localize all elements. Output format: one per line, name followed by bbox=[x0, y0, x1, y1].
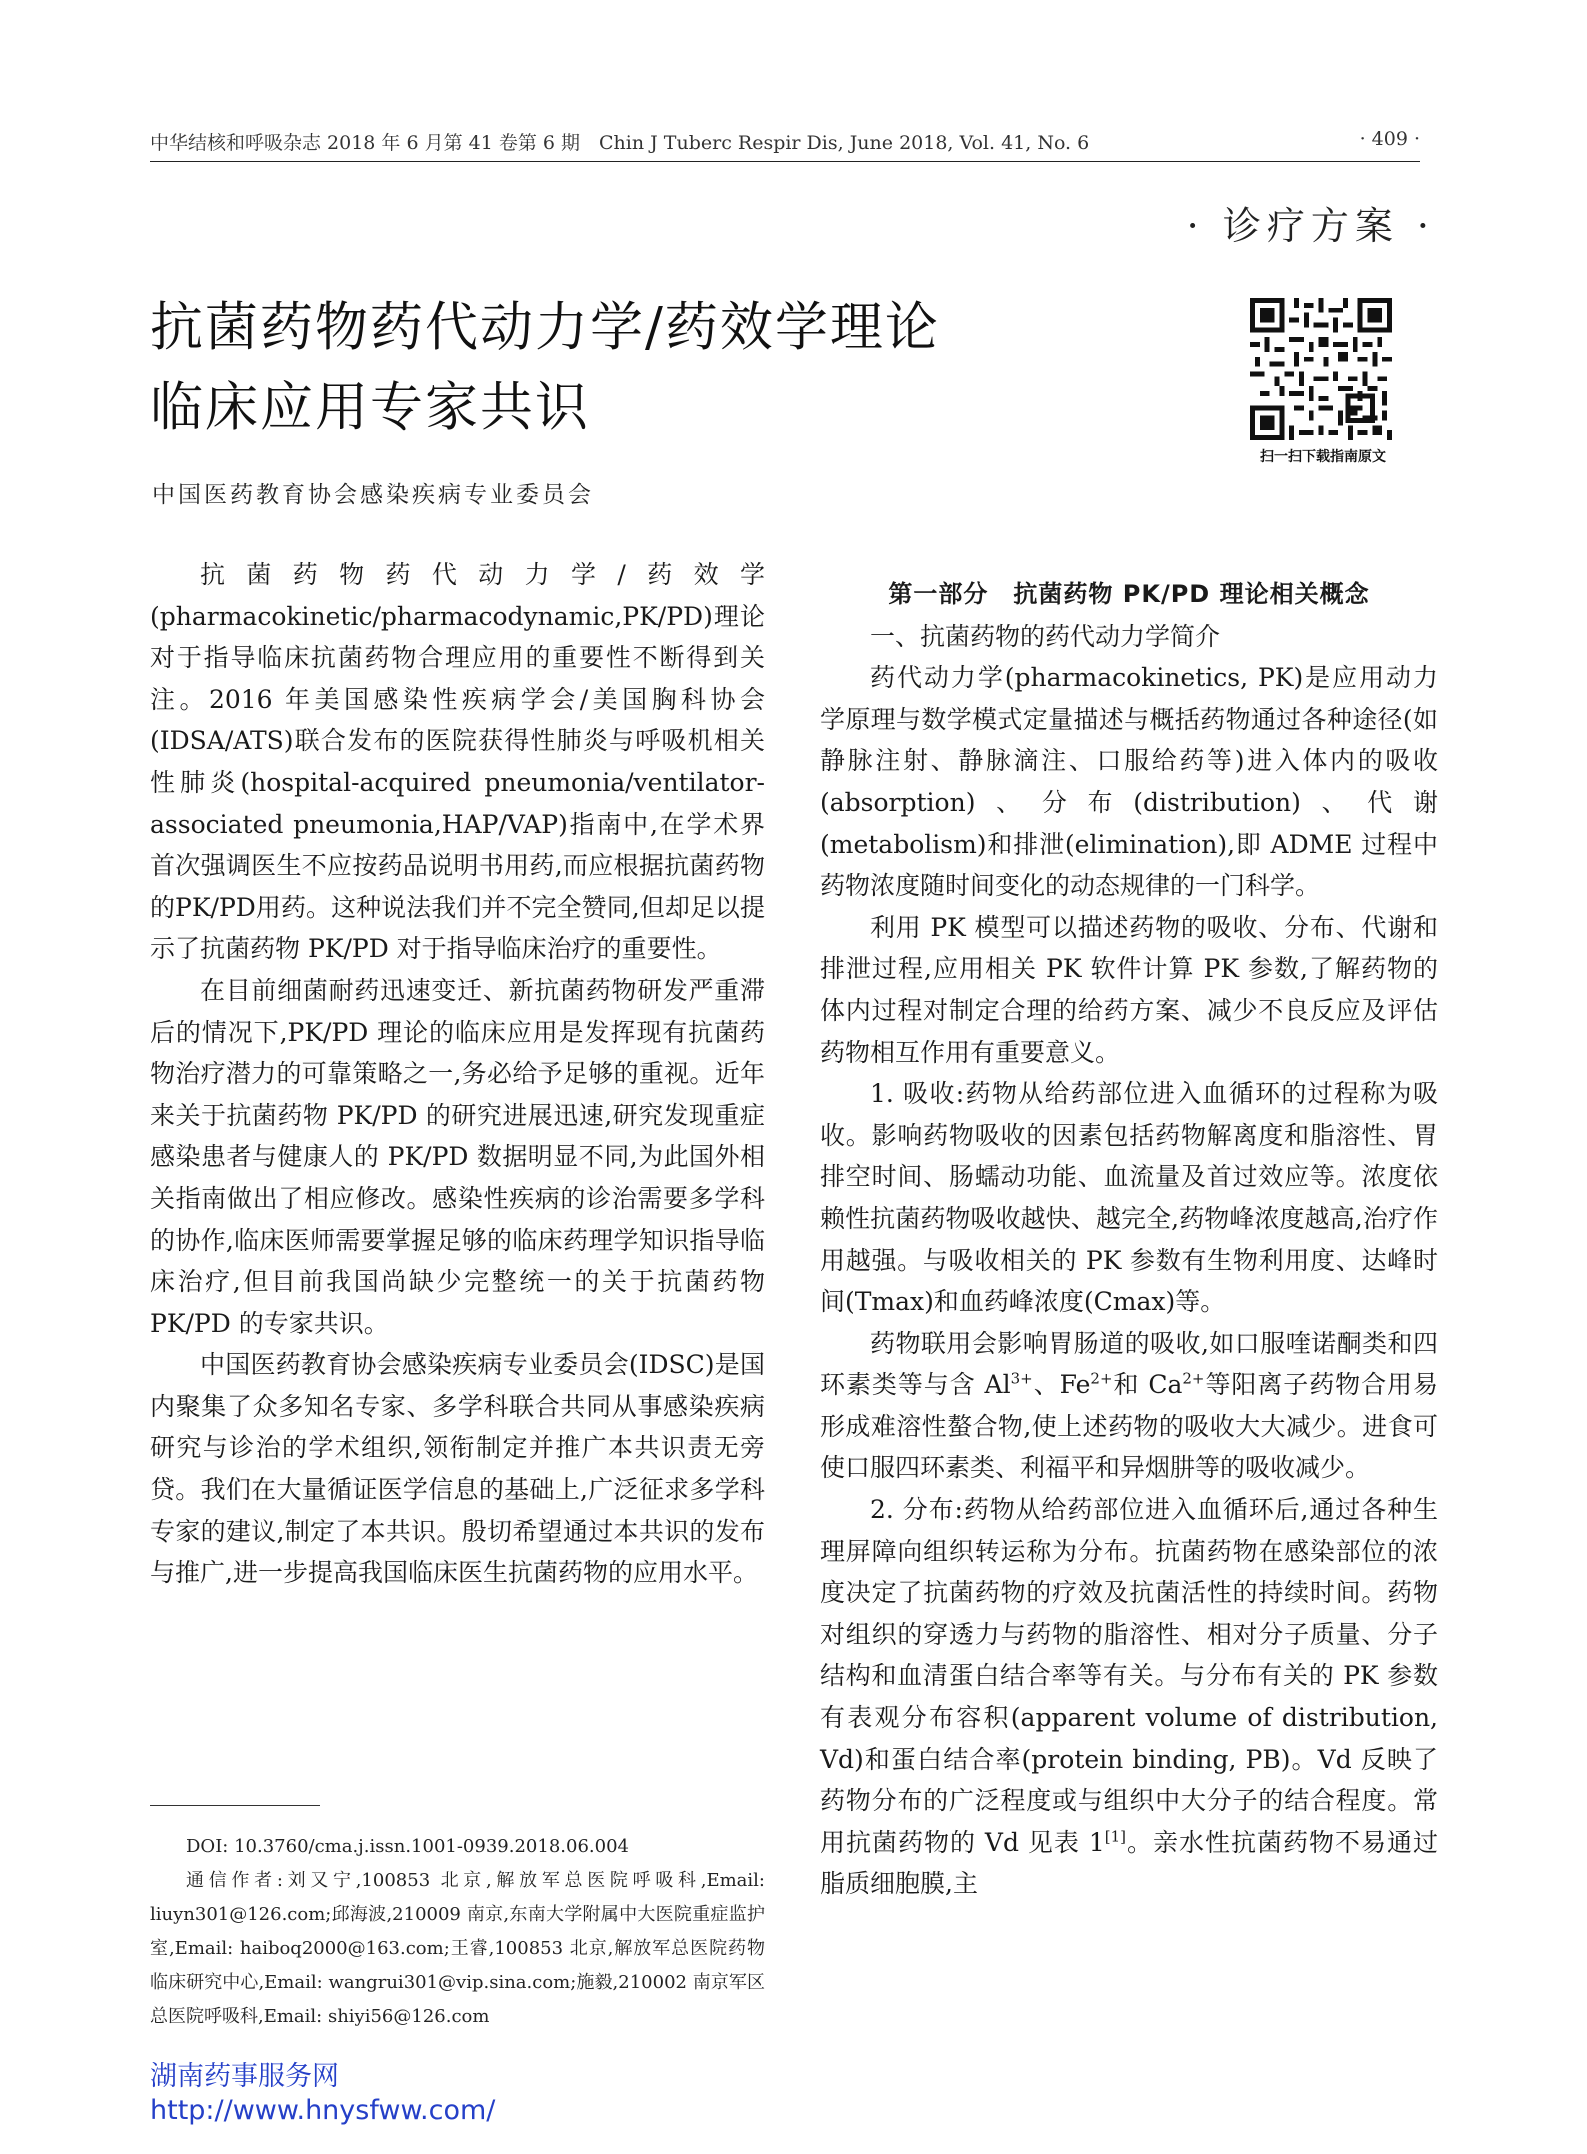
corresponding-authors: 通信作者:刘又宁,100853 北京,解放军总医院呼吸科,Email: liuyn301@126.com;邱海波,210009 南京,东南大学附属中大医院重症监护室,Email: haiboq2000@163.com;王睿,100853 北京,解放军总医院药物临床研究中心,Email: wangrui301@vip.sina.com;施毅,210002 南京军区总医院呼吸科,Email: shiyi56@126.com bbox=[150, 1870, 765, 2027]
paragraph: 在目前细菌耐药迅速变迁、新抗菌药物研发严重滞后的情况下,PK/PD 理论的临床应用是发挥现有抗菌药物治疗潜力的可靠策略之一,务必给予足够的重视。近年来关于抗菌药物 PK/PD 的研究进展迅速,研究发现重症感染患者与健康人的 PK/PD 数据明显不同,为此国外相关指南做出了相应修改。感染性疾病的诊治需要多学科的协作,临床医师需要掌握足够的临床药理学知识指导临床治疗,但目前我国尚缺少完整统一的关于抗菌药物 PK/PD 的专家共识。 bbox=[150, 975, 765, 1338]
qr-code[interactable] bbox=[1250, 298, 1392, 440]
paragraph: 1. 吸收:药物从给药部位进入血循环的过程称为吸收。影响药物吸收的因素包括药物解离度和脂溶性、胃排空时间、肠蠕动功能、血流量及首过效应等。浓度依赖性抗菌药物吸收越快、越完全,药物峰浓度越高,治疗作用越强。与吸收相关的 PK 参数有生物利用度、达峰时间(Tmax)和血药峰浓度(Cmax)等。 bbox=[820, 1079, 1438, 1317]
citation-ref[interactable]: [1] bbox=[1104, 1827, 1127, 1846]
header-rule bbox=[150, 161, 1420, 162]
paragraph: 抗菌药物药代动力学/药效学(pharmacokinetic/pharmacodynamic,PK/PD)理论对于指导临床抗菌药物合理应用的重要性不断得到关注。2016 年美国感染性疾病学会/美国胸科协会(IDSA/ATS)联合发布的医院获得性肺炎与呼吸机相关性肺炎(hospital-acquired pneumonia/ventilator-associated pneumonia,HAP/VAP)指南中,在学术界首次强调医生不应按药品说明书用药,而应根据抗菌药物的PK/PD用药。这种说法我们并不完全赞同,但却足以提示了抗菌药物 PK/PD 对于指导临床治疗的重要性。 bbox=[150, 560, 765, 964]
watermark-name: 湖南药事服务网 bbox=[150, 2061, 339, 2092]
superscript: 2+ bbox=[1090, 1369, 1113, 1388]
title-line-2: 临床应用专家共识 bbox=[150, 377, 590, 438]
title-line-1: 抗菌药物药代动力学/药效学理论 bbox=[150, 297, 940, 358]
text-run: 、Fe bbox=[1032, 1370, 1091, 1400]
text-run: 。亲水性抗菌药物不易通过脂质细胞膜,主 bbox=[820, 1827, 1438, 1899]
journal-citation: 中华结核和呼吸杂志 2018 年 6 月第 41 卷第 6 期 Chin J Tuberc Respir Dis, June 2018, Vol. 41, No. 6 bbox=[150, 132, 1090, 154]
right-column bbox=[820, 574, 1438, 1905]
text-run: 和 Ca bbox=[1112, 1370, 1183, 1400]
footnote-rule bbox=[150, 1805, 320, 1806]
footnotes bbox=[150, 1830, 765, 2034]
article-title bbox=[150, 288, 1150, 448]
left-column bbox=[150, 554, 765, 1594]
paragraph: 药代动力学(pharmacokinetics, PK)是应用动力学原理与数学模式定量描述与概括药物通过各种途径(如静脉注射、静脉滴注、口服给药等)进入体内的吸收(absorption)、分布(distribution)、代谢(metabolism)和排泄(elimination),即 ADME 过程中药物浓度随时间变化的动态规律的一门科学。 bbox=[820, 663, 1438, 901]
sub-heading: 一、抗菌药物的药代动力学简介 bbox=[870, 621, 1221, 651]
page-number: · 409 · bbox=[1359, 128, 1420, 150]
text-run: 2. 分布:药物从给药部位进入血循环后,通过各种生理屏障向组织转运称为分布。抗菌药物在感染部位的浓度决定了抗菌药物的疗效及抗菌活性的持续时间。药物对组织的穿透力与药物的脂溶性、相对分子质量、分子结构和血清蛋白结合率等有关。与分布有关的 PK 参数有表观分布容积(apparent volume of distribution, Vd)和蛋白结合率(protein binding, PB)。Vd 反映了药物分布的广泛程度或与组织中大分子的结合程度。常用抗菌药物的 Vd 见表 1 bbox=[820, 1495, 1438, 1857]
paragraph bbox=[820, 1323, 1438, 1489]
paragraph: 中国医药教育协会感染疾病专业委员会(IDSC)是国内聚集了众多知名专家、多学科联合共同从事感染疾病研究与诊治的学术组织,领衔制定并推广本共识责无旁贷。我们在大量循证医学信息的基础上,广泛征求多学科专家的建议,制定了本共识。殷切希望通过本共识的发布与推广,进一步提高我国临床医生抗菌药物的应用水平。 bbox=[150, 1350, 765, 1588]
running-header bbox=[150, 128, 1420, 155]
superscript: 3+ bbox=[1010, 1369, 1033, 1388]
part-heading: 第一部分 抗菌药物 PK/PD 理论相关概念 bbox=[888, 580, 1370, 608]
doi: DOI: 10.3760/cma.j.issn.1001-0939.2018.06.004 bbox=[186, 1836, 629, 1857]
superscript: 2+ bbox=[1182, 1369, 1205, 1388]
paragraph: 利用 PK 模型可以描述药物的吸收、分布、代谢和排泄过程,应用相关 PK 软件计算 PK 参数,了解药物的体内过程对制定合理的给药方案、减少不良反应及评估药物相互作用有重要意义。 bbox=[820, 912, 1438, 1067]
text-run: 药物联用会影响胃肠道的吸收,如口服喹诺酮类和四环素类等与含 Al bbox=[820, 1328, 1438, 1400]
watermark-link[interactable]: http://www.hnysfww.com/ bbox=[150, 2095, 496, 2126]
paragraph bbox=[820, 1489, 1438, 1905]
qr-caption: 扫一扫下载指南原文 bbox=[1260, 449, 1386, 465]
author-affiliation: 中国医药教育协会感染疾病专业委员会 bbox=[152, 482, 594, 508]
section-tag: · 诊疗方案 · bbox=[1186, 204, 1435, 248]
watermark bbox=[150, 2060, 495, 2128]
text-run: 等阳离子药物合用易形成难溶性螯合物,使上述药物的吸收大大减少。进食可使口服四环素类、利福平和异烟肼等的吸收减少。 bbox=[820, 1370, 1439, 1483]
